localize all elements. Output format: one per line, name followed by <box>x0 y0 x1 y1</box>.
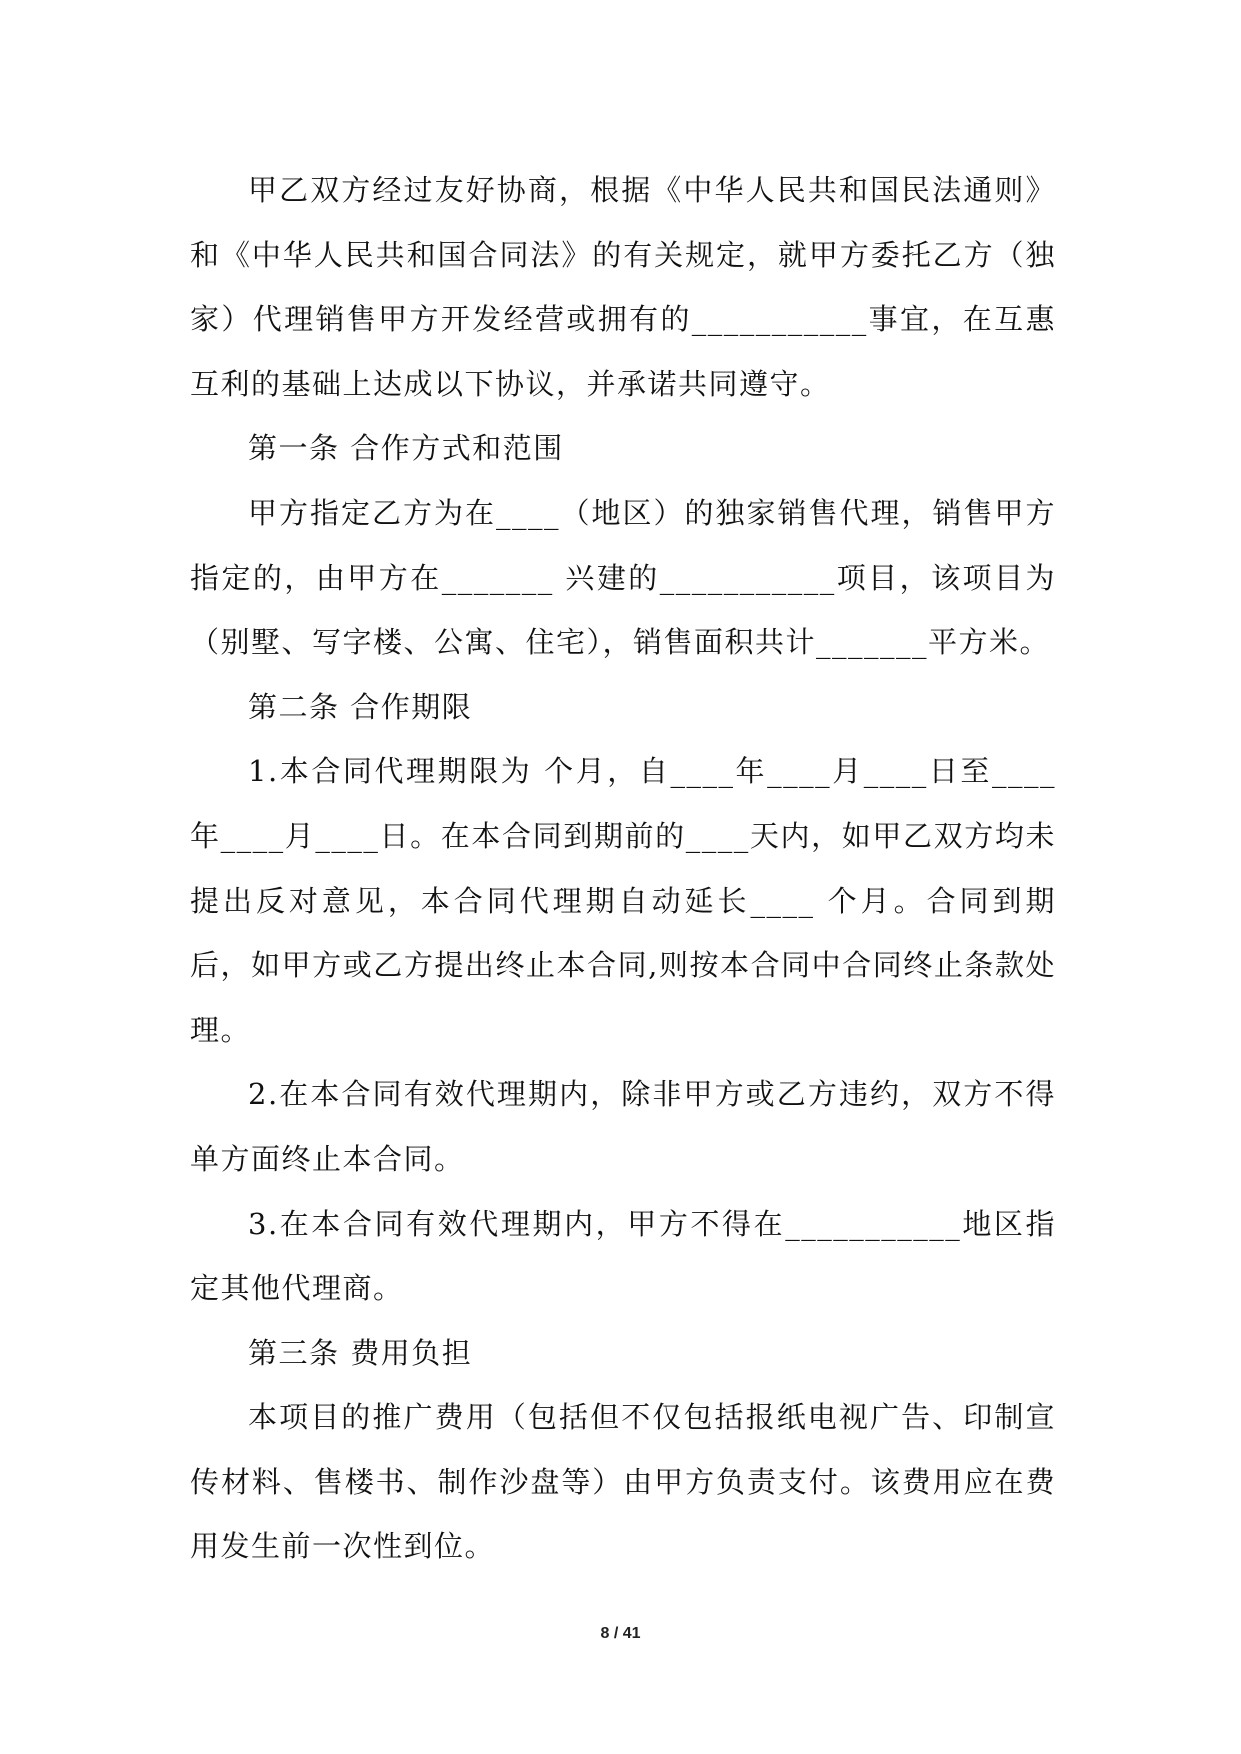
intro-paragraph: 甲乙双方经过友好协商，根据《中华人民共和国民法通则》和《中华人民共和国合同法》的有关规定，就甲方委托乙方（独家）代理销售甲方开发经营或拥有的___________事宜，在互惠互利的基础上达成以下协议，并承诺共同遵守。 <box>190 173 1056 401</box>
article-1-heading: 第一条 合作方式和范围 <box>248 431 564 466</box>
article-3-paragraph: 本项目的推广费用（包括但不仅包括报纸电视广告、印制宣传材料、售楼书、制作沙盘等）由甲方负责支付。该费用应在费用发生前一次性到位。 <box>190 1400 1056 1564</box>
document-body <box>190 158 1056 1579</box>
article-1-paragraph: 甲方指定乙方为在____（地区）的独家销售代理，销售甲方指定的，由甲方在_______ 兴建的___________项目，该项目为（别墅、写字楼、公寓、住宅），销售面积共计_______平方米。 <box>190 495 1056 660</box>
article-2-clause-1: 1.本合同代理期限为 个月，自____年____月____日至____年____月____日。在本合同到期前的____天内，如甲乙双方均未提出反对意见，本合同代理期自动延长____ 个月。合同到期后，如甲方或乙方提出终止本合同,则按本合同中合同终止条款处理。 <box>190 754 1056 1047</box>
article-2-clause-3: 3.在本合同有效代理期内，甲方不得在___________地区指定其他代理商。 <box>190 1206 1056 1306</box>
page-number: 8 / 41 <box>600 1625 641 1642</box>
article-2-heading: 第二条 合作期限 <box>248 689 473 724</box>
article-2-clause-2: 2.在本合同有效代理期内，除非甲方或乙方违约，双方不得单方面终止本合同。 <box>190 1077 1056 1176</box>
article-3-heading: 第三条 费用负担 <box>248 1335 473 1370</box>
